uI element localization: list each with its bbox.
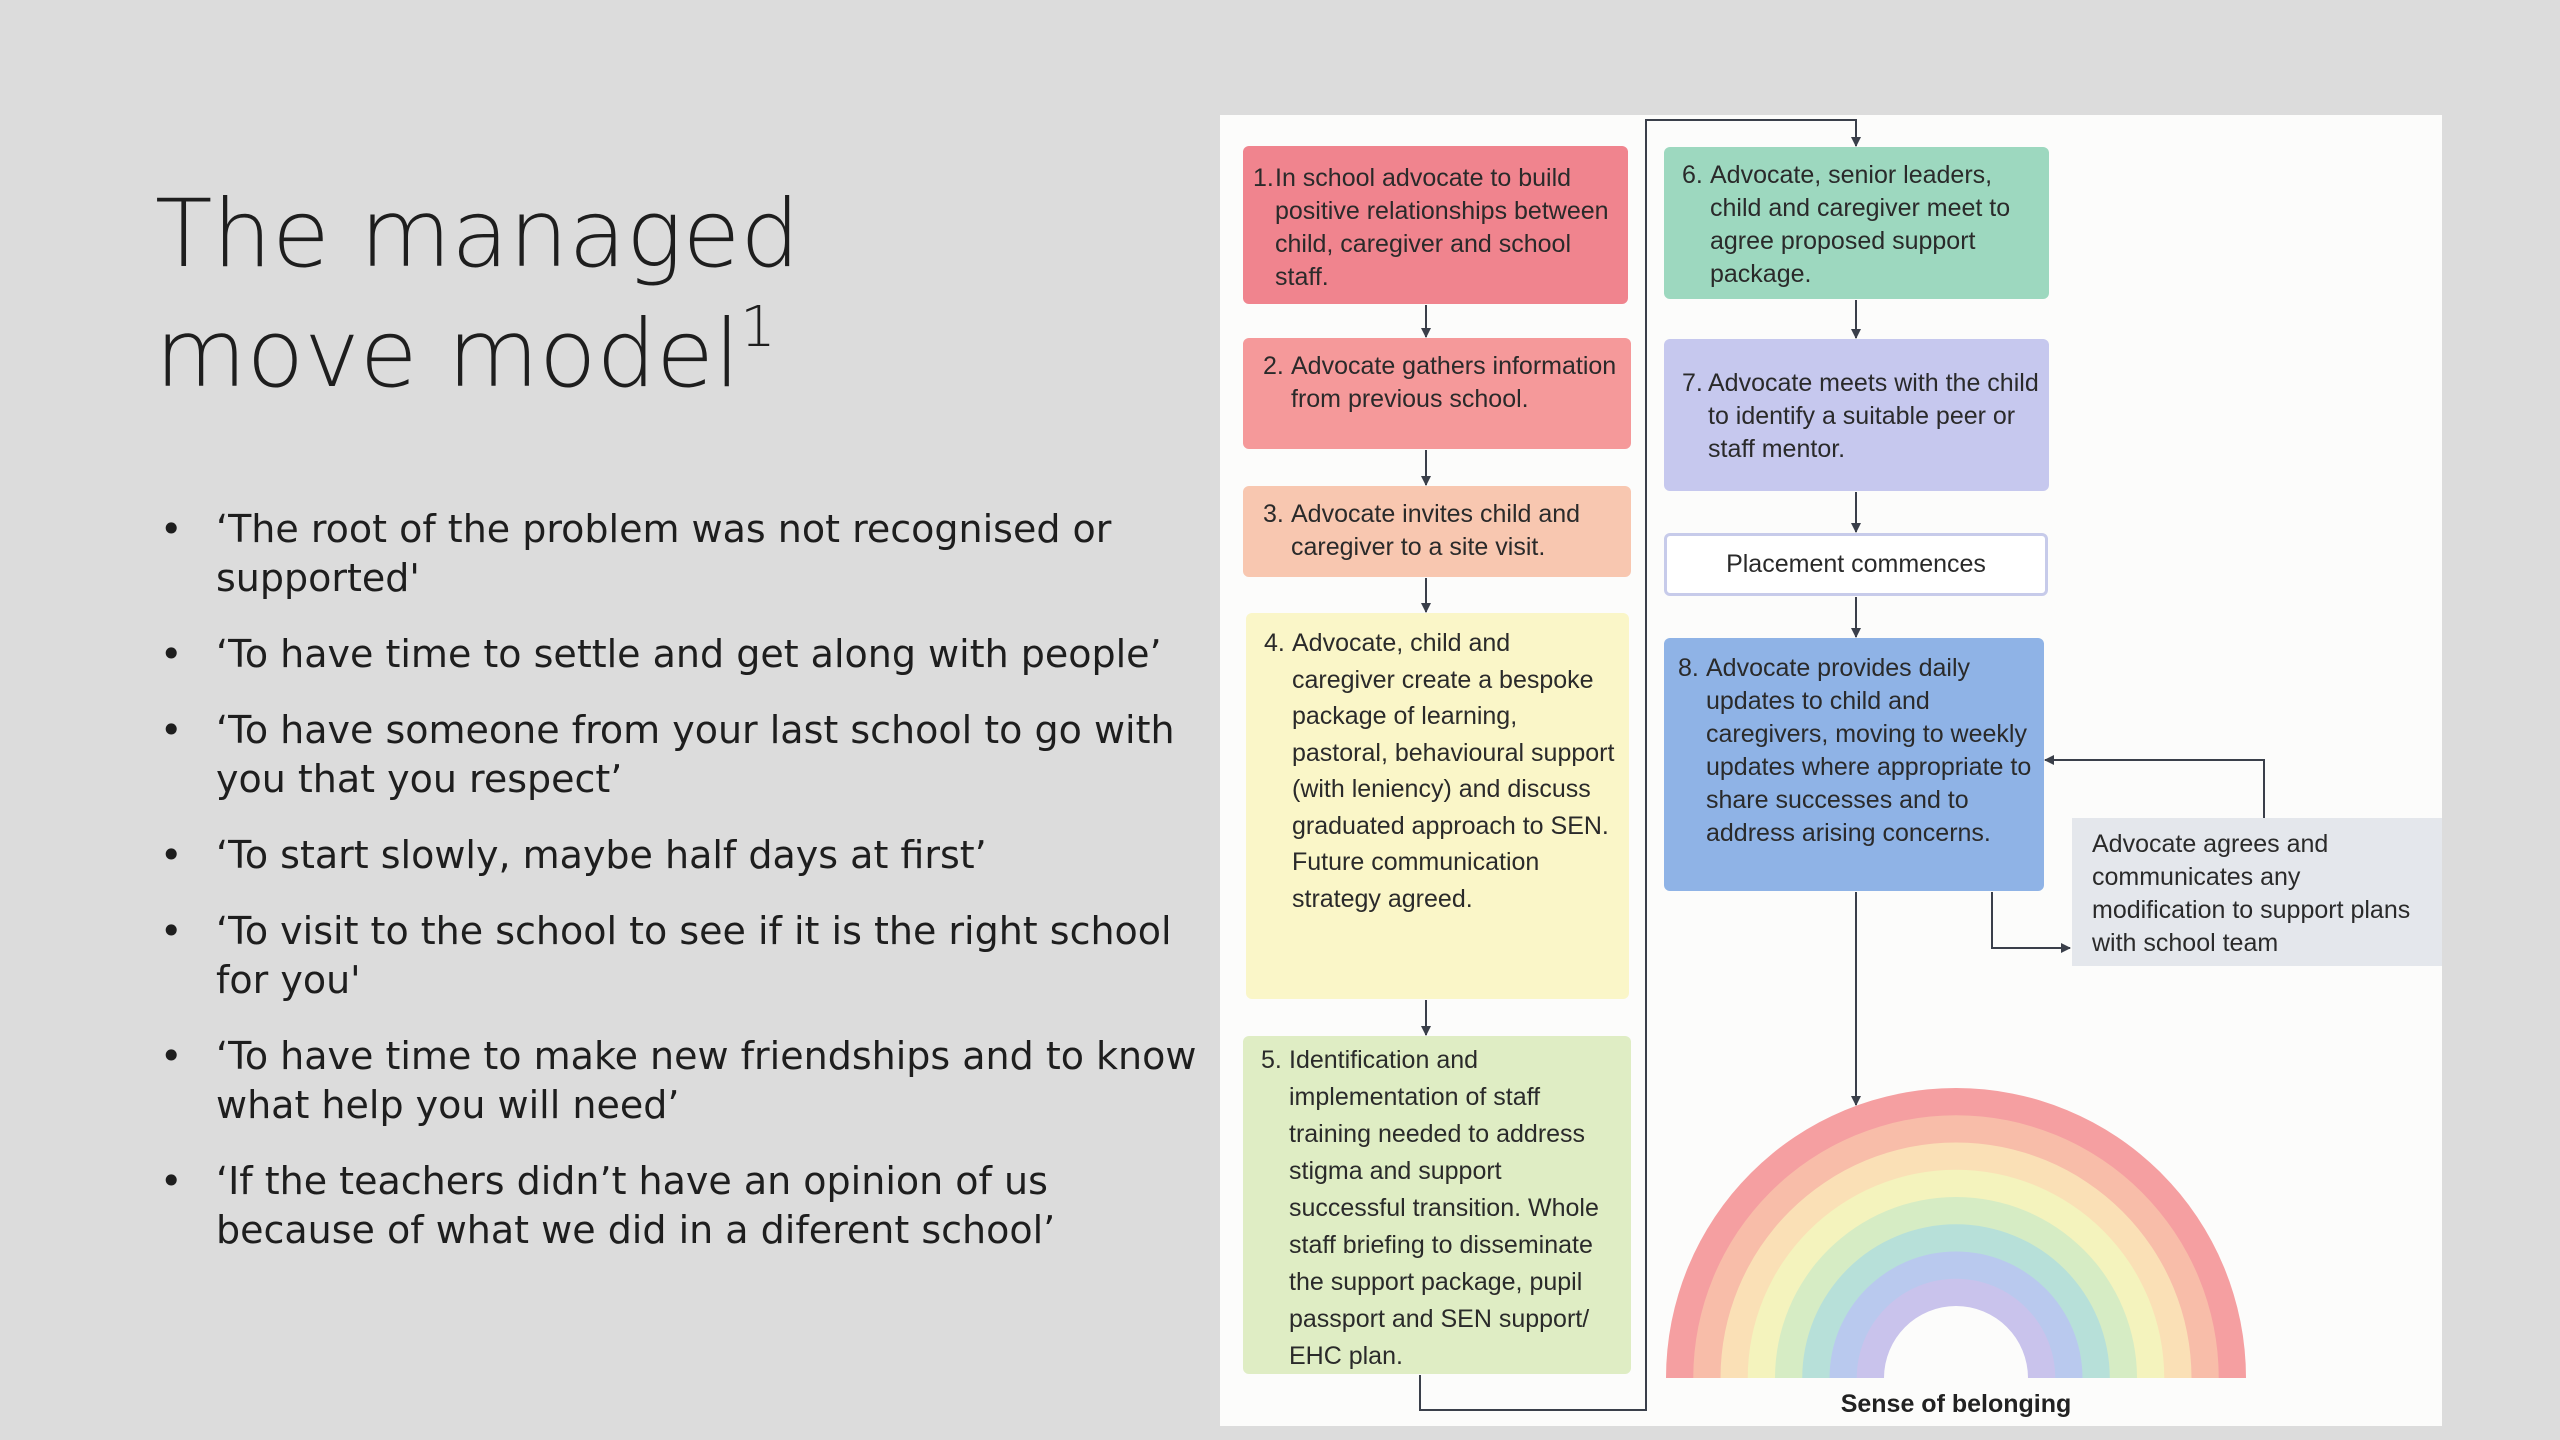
slide-title-text: The managed move model bbox=[155, 180, 800, 409]
rainbow-bands bbox=[1666, 1088, 2246, 1378]
advocate-note-text: Advocate agrees and communicates any modification to support plans with school team bbox=[2092, 830, 2411, 957]
step-2-text: Advocate gathers information from previous school. bbox=[1291, 352, 1617, 413]
step-6-text: Advocate, senior leaders, child and caregiver meet to agree proposed support package. bbox=[1710, 161, 2011, 288]
step-4-text: Advocate, child and caregiver create a bespoke package of learning, pastoral, behavioural support (with leniency) and discuss graduated approach to SEN. Future communication strategy agreed. bbox=[1292, 629, 1615, 913]
quote-text: ‘The root of the problem was not recognised or supported' bbox=[216, 507, 1112, 600]
step-1-number: 1. bbox=[1253, 164, 1274, 192]
step-8-number: 8. bbox=[1678, 654, 1699, 682]
step-8-text: Advocate provides daily updates to child and caregivers, moving to weekly updates where appropriate to share successes and to address arising concerns. bbox=[1706, 654, 2032, 847]
quote-text: ‘To visit to the school to see if it is the right school for you' bbox=[216, 909, 1172, 1002]
bullet-icon: • bbox=[160, 507, 183, 551]
step-3-number: 3. bbox=[1263, 500, 1284, 528]
step-2-number: 2. bbox=[1263, 352, 1284, 380]
bullet-icon: • bbox=[160, 1034, 183, 1078]
step-4-number: 4. bbox=[1264, 629, 1285, 657]
quote-text: ‘To have time to settle and get along with people’ bbox=[216, 632, 1162, 676]
quote-text: ‘To have time to make new friendships and to know what help you will need’ bbox=[216, 1034, 1197, 1127]
bullet-icon: • bbox=[160, 1159, 183, 1203]
quote-text: ‘To start slowly, maybe half days at first’ bbox=[216, 833, 987, 877]
step-5-text: Identification and implementation of staff training needed to address stigma and support successful transition. Whole staff briefing to disseminate the support package, pupil passport and SEN support/ EHC plan. bbox=[1289, 1046, 1599, 1370]
step-7-text: Advocate meets with the child to identify a suitable peer or staff mentor. bbox=[1708, 369, 2039, 463]
placement-commences-label: Placement commences bbox=[1726, 550, 1986, 578]
title-footnote-marker: 1 bbox=[740, 295, 776, 360]
quote-text: ‘If the teachers didn’t have an opinion of us because of what we did in a diferent school’ bbox=[216, 1159, 1056, 1252]
bullet-icon: • bbox=[160, 632, 183, 676]
step-3-text: Advocate invites child and caregiver to a site visit. bbox=[1291, 500, 1581, 561]
bullet-icon: • bbox=[160, 833, 183, 877]
sense-of-belonging-caption: Sense of belonging bbox=[1840, 1390, 2072, 1418]
step-5-number: 5. bbox=[1261, 1046, 1282, 1074]
step-7-number: 7. bbox=[1682, 369, 1703, 397]
quote-text: ‘To have someone from your last school to go with you that you respect’ bbox=[216, 708, 1175, 801]
bullet-icon: • bbox=[160, 708, 183, 752]
step-6-number: 6. bbox=[1682, 161, 1703, 189]
step-1-text: In school advocate to build positive relationships between child, caregiver and school staff. bbox=[1275, 164, 1609, 291]
bullet-icon: • bbox=[160, 909, 183, 953]
